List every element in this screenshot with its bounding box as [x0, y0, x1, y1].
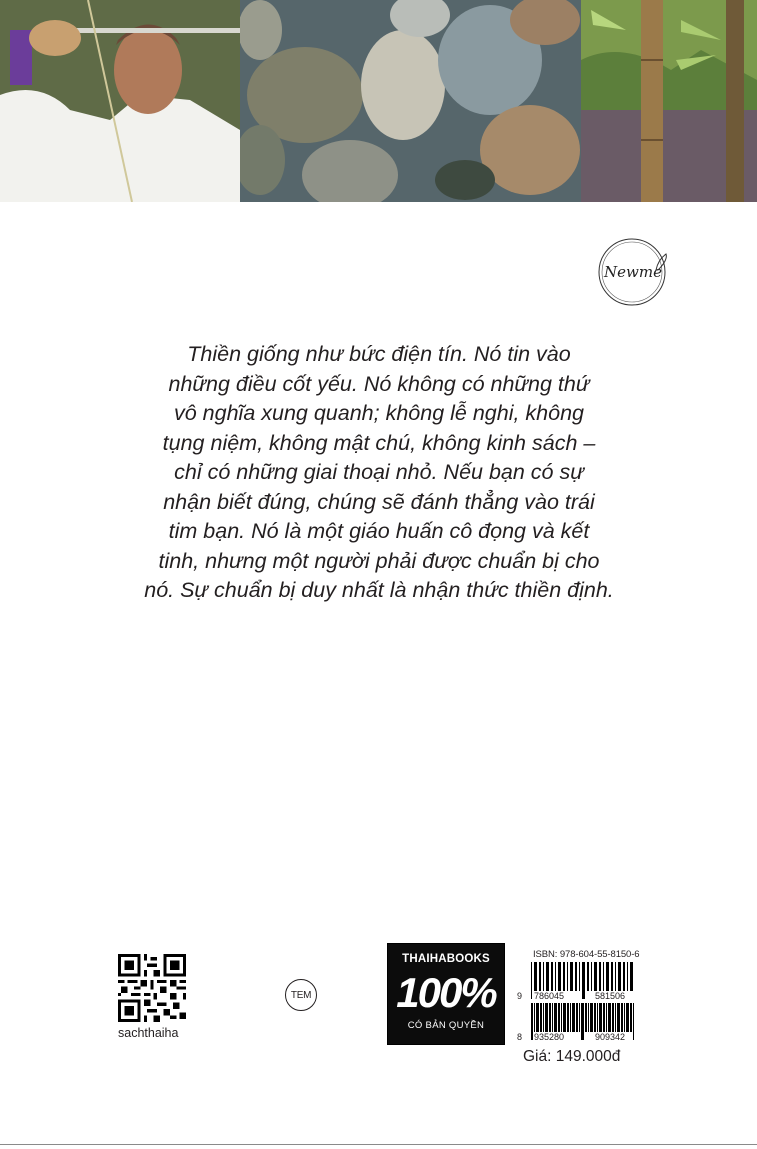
barcode-bar — [618, 962, 621, 991]
bottom-divider — [0, 1144, 757, 1145]
barcode-bar — [546, 962, 549, 991]
badge-subtitle: CÓ BẢN QUYỀN — [407, 1020, 485, 1031]
barcode-bar — [540, 1003, 542, 1032]
bamboo-garden-photo — [581, 0, 757, 202]
barcode-bar — [558, 962, 561, 991]
barcode-bar — [623, 962, 625, 991]
barcode-bar — [582, 962, 585, 999]
barcode-bar — [570, 1003, 571, 1032]
barcode-2-left: 935280 — [534, 1032, 565, 1042]
barcode-1-right: 581506 — [595, 991, 626, 1001]
blurb-line: nhận biết đúng, chúng sẽ đánh thẳng vào trái — [163, 489, 595, 514]
blurb-line: vô nghĩa xung quanh; không lễ nghi, không — [173, 401, 585, 425]
barcode-bar — [612, 1003, 614, 1032]
qr-code-icon[interactable] — [118, 954, 186, 1022]
river-stones-photo — [240, 0, 581, 202]
badge-percent: 100% — [396, 969, 496, 1016]
barcode-bar — [630, 1003, 632, 1032]
barcode-bar — [543, 1003, 544, 1032]
barcode-bar — [534, 962, 537, 991]
barcode-bar — [576, 1003, 578, 1032]
back-cover-blurb — [95, 340, 663, 606]
barcode-bar — [627, 962, 628, 991]
barcode-bar — [531, 1003, 533, 1040]
barcode-1-lead: 9 — [517, 991, 523, 1001]
barcode-bar — [585, 1003, 587, 1032]
barcode-bar — [615, 962, 616, 991]
barcode-bar — [606, 962, 609, 991]
barcode-bar — [603, 1003, 605, 1032]
barcode-bar — [633, 1003, 634, 1040]
barcode-bar — [594, 962, 597, 991]
archer-photo — [0, 0, 240, 202]
barcode-bar — [591, 962, 592, 991]
barcode-bar — [611, 962, 613, 991]
blurb-line: tinh, nhưng một người phải được chuẩn bị cho — [158, 548, 600, 573]
blurb-line: chỉ có những giai thoại nhỏ. Nếu bạn có sự — [174, 460, 584, 484]
blurb-line: Thiền giống như bức điện tín. Nó tin vào — [187, 342, 571, 366]
barcode-bar — [558, 1003, 560, 1032]
barcode-bar — [554, 1003, 557, 1032]
barcode-bar — [561, 1003, 562, 1032]
barcode-bar — [579, 1003, 580, 1032]
barcode-bar — [630, 962, 633, 991]
barcode-bar — [534, 1003, 535, 1032]
barcode-bar — [615, 1003, 616, 1032]
newme-logo — [596, 236, 668, 308]
barcode-bar — [539, 962, 541, 991]
barcode-bar — [594, 1003, 596, 1032]
cover-photo-strip — [0, 0, 757, 202]
blurb-line: nó. Sự chuẩn bị duy nhất là nhận thức thiền định. — [144, 578, 614, 602]
barcode-bar — [597, 1003, 598, 1032]
bamboo-illustration — [581, 0, 757, 202]
blurb-line: tụng niệm, không mật chú, không kinh sách – — [162, 430, 596, 455]
barcode-2-lead: 8 — [517, 1032, 523, 1042]
barcode-bar — [552, 1003, 553, 1032]
barcode-bar — [606, 1003, 607, 1032]
barcode-bar — [626, 1003, 629, 1032]
barcode-bar — [531, 962, 532, 999]
barcode-bar — [536, 1003, 539, 1032]
price-label: Giá: 149.000đ — [523, 1048, 621, 1065]
barcode-bar — [555, 962, 556, 991]
barcode-bar — [588, 1003, 589, 1032]
barcode-bar — [575, 962, 577, 991]
barcode-bar — [617, 1003, 620, 1032]
barcode-bar — [545, 1003, 548, 1032]
barcode-bar — [624, 1003, 625, 1032]
barcode-bar — [563, 962, 565, 991]
barcode-bar — [567, 1003, 569, 1032]
barcode-bar — [599, 1003, 602, 1032]
barcode-2-right: 909342 — [595, 1032, 626, 1042]
copyright-badge — [387, 943, 505, 1045]
barcode-bar — [570, 962, 573, 991]
barcode-bar — [567, 962, 568, 991]
barcode-bar — [599, 962, 601, 991]
qr-label: sachthaiha — [118, 1026, 179, 1040]
barcode-bar — [549, 1003, 551, 1032]
barcode-bar — [581, 1003, 584, 1040]
barcode-bar — [603, 962, 604, 991]
isbn-text: ISBN: 978-604-55-8150-6 — [533, 949, 640, 960]
qr-code-block — [118, 954, 190, 1040]
badge-brand: THAIHABOOKS — [402, 953, 490, 965]
barcode-bar — [543, 962, 544, 991]
barcode-bar — [572, 1003, 575, 1032]
newme-logo-mark — [596, 236, 668, 308]
barcode-bar — [587, 962, 589, 991]
barcode-bar — [608, 1003, 611, 1032]
tem-stamp: TEM — [285, 979, 317, 1011]
stones-illustration — [240, 0, 581, 202]
logo-text: Newme — [604, 263, 662, 281]
barcode-bar — [551, 962, 553, 991]
blurb-line: những điều cốt yếu. Nó không có những thứ — [168, 371, 590, 396]
archer-illustration — [0, 0, 240, 202]
barcode-1-left: 786045 — [534, 991, 565, 1001]
barcode-bar — [563, 1003, 566, 1032]
barcode-bar — [590, 1003, 593, 1032]
barcode-bar — [621, 1003, 623, 1032]
blurb-line: tim bạn. Nó là một giáo huấn cô đọng và kết — [168, 519, 590, 543]
barcode-bar — [579, 962, 580, 991]
